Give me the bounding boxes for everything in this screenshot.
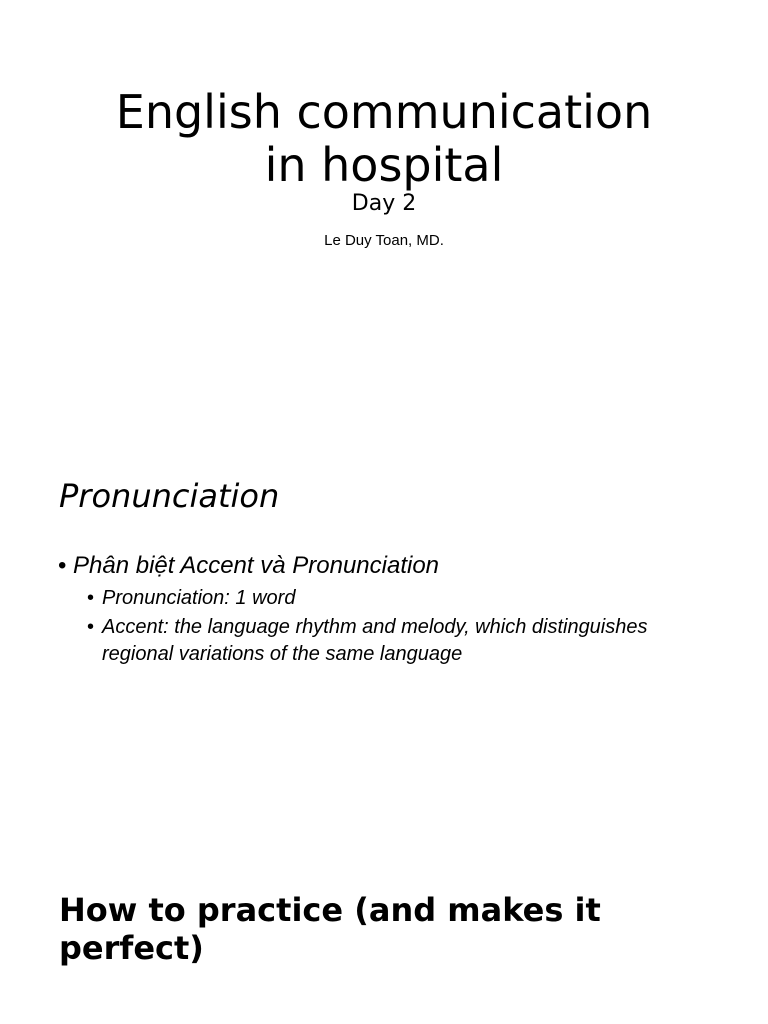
bullet-item — [58, 549, 718, 583]
bullet-dot-icon: • — [87, 616, 95, 638]
bullet-dot-icon: • — [58, 552, 67, 579]
slide-author: Le Duy Toan, MD. — [324, 232, 444, 249]
slide-heading: Pronunciation — [59, 477, 280, 515]
sub-bullet-item — [87, 585, 718, 612]
bullet-dot-icon: • — [87, 587, 95, 609]
slide-title-line-2: in hospital — [264, 138, 504, 192]
practice-slide — [0, 845, 768, 1024]
title-slide — [0, 0, 768, 430]
bullet-list — [58, 549, 718, 668]
slide-title-line-1: English communication — [115, 85, 653, 139]
pronunciation-slide — [0, 430, 768, 845]
slide-title — [0, 86, 768, 192]
bullet-text: Phân biệt Accent và Pronunciation — [73, 552, 440, 579]
sub-bullet-text: Pronunciation: 1 word — [102, 587, 296, 609]
slide-subtitle: Day 2 — [351, 191, 417, 216]
sub-bullet-item — [87, 614, 718, 668]
slide-heading: How to practice (and makes it perfect) — [59, 891, 601, 967]
sub-bullet-text: Accent: the language rhythm and melody, which distinguishes regional variations of the same language — [102, 616, 648, 665]
